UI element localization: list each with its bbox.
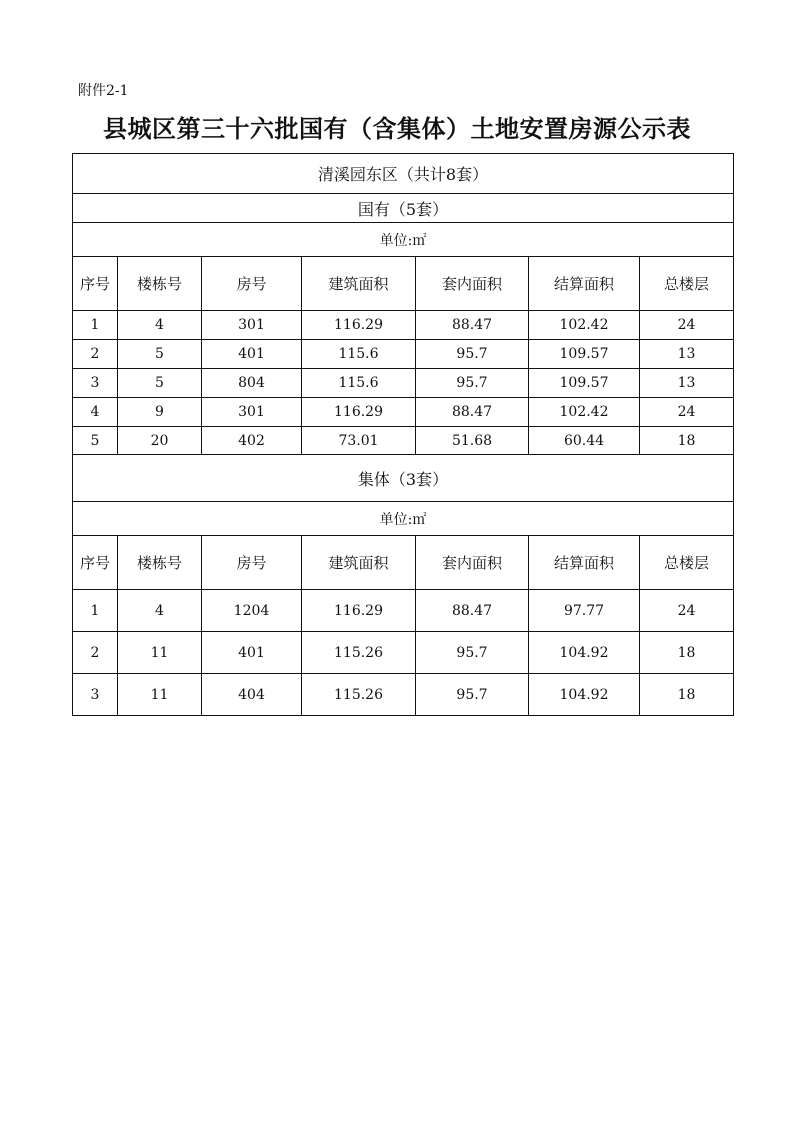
table-row: [73, 369, 734, 398]
table-cell: 95.7: [416, 632, 529, 674]
attachment-label: 附件2-1: [78, 83, 129, 99]
table-cell: 73.01: [302, 427, 416, 455]
column-header: 结算面积: [529, 536, 640, 590]
column-header: 总楼层: [640, 257, 734, 311]
table-cell: 4: [118, 311, 202, 340]
table-cell: 104.92: [529, 674, 640, 716]
table-row: [73, 632, 734, 674]
table-cell: 88.47: [416, 311, 529, 340]
table-cell: 20: [118, 427, 202, 455]
column-header: 建筑面积: [302, 536, 416, 590]
table-cell: 3: [73, 369, 118, 398]
table-cell: 1: [73, 311, 118, 340]
unit-label: 单位:㎡: [73, 502, 734, 536]
column-header-row: [73, 536, 734, 590]
housing-table: [72, 153, 734, 716]
unit-row: [73, 223, 734, 257]
table-cell: 5: [118, 369, 202, 398]
table-cell: 2: [73, 632, 118, 674]
table-cell: 24: [640, 590, 734, 632]
column-header: 房号: [202, 536, 302, 590]
table-cell: 301: [202, 311, 302, 340]
area-header: 清溪园东区（共计8套）: [73, 154, 734, 194]
area-header-row: [73, 154, 734, 194]
table-cell: 95.7: [416, 674, 529, 716]
column-header: 楼栋号: [118, 536, 202, 590]
table-row: [73, 340, 734, 369]
table-row: [73, 590, 734, 632]
table-cell: 88.47: [416, 590, 529, 632]
table-cell: 102.42: [529, 311, 640, 340]
table-cell: 95.7: [416, 369, 529, 398]
table-cell: 97.77: [529, 590, 640, 632]
column-header: 序号: [73, 257, 118, 311]
unit-row: [73, 502, 734, 536]
table-cell: 4: [118, 590, 202, 632]
table-row: [73, 398, 734, 427]
table-row: [73, 674, 734, 716]
table-cell: 24: [640, 311, 734, 340]
table-cell: 116.29: [302, 311, 416, 340]
table-cell: 11: [118, 674, 202, 716]
column-header: 序号: [73, 536, 118, 590]
column-header: 总楼层: [640, 536, 734, 590]
table-cell: 51.68: [416, 427, 529, 455]
table-row: [73, 311, 734, 340]
table-cell: 804: [202, 369, 302, 398]
column-header: 套内面积: [416, 536, 529, 590]
table-cell: 13: [640, 369, 734, 398]
column-header: 结算面积: [529, 257, 640, 311]
table-cell: 9: [118, 398, 202, 427]
table-cell: 1204: [202, 590, 302, 632]
column-header-row: [73, 257, 734, 311]
column-header: 建筑面积: [302, 257, 416, 311]
table-cell: 13: [640, 340, 734, 369]
table-cell: 2: [73, 340, 118, 369]
table-cell: 109.57: [529, 369, 640, 398]
section-heading: 国有（5套）: [73, 194, 734, 223]
table-cell: 5: [118, 340, 202, 369]
table-cell: 401: [202, 340, 302, 369]
table-cell: 18: [640, 632, 734, 674]
column-header: 楼栋号: [118, 257, 202, 311]
table-cell: 5: [73, 427, 118, 455]
section-header-row: [73, 455, 734, 502]
table-cell: 18: [640, 674, 734, 716]
table-cell: 116.29: [302, 398, 416, 427]
table-cell: 3: [73, 674, 118, 716]
section-header-row: [73, 194, 734, 223]
table-cell: 404: [202, 674, 302, 716]
table-cell: 60.44: [529, 427, 640, 455]
table-cell: 95.7: [416, 340, 529, 369]
document-title: 县城区第三十六批国有（含集体）土地安置房源公示表: [103, 114, 691, 143]
column-header: 房号: [202, 257, 302, 311]
table-cell: 18: [640, 427, 734, 455]
column-header: 套内面积: [416, 257, 529, 311]
table-cell: 401: [202, 632, 302, 674]
table-cell: 402: [202, 427, 302, 455]
table-cell: 115.26: [302, 632, 416, 674]
table-cell: 88.47: [416, 398, 529, 427]
table-cell: 102.42: [529, 398, 640, 427]
table-cell: 11: [118, 632, 202, 674]
unit-label: 单位:㎡: [73, 223, 734, 257]
table-cell: 115.26: [302, 674, 416, 716]
table-cell: 115.6: [302, 369, 416, 398]
table-cell: 115.6: [302, 340, 416, 369]
section-heading: 集体（3套）: [73, 455, 734, 502]
table-cell: 4: [73, 398, 118, 427]
table-cell: 24: [640, 398, 734, 427]
table-cell: 116.29: [302, 590, 416, 632]
table-cell: 104.92: [529, 632, 640, 674]
table-cell: 109.57: [529, 340, 640, 369]
table-row: [73, 427, 734, 455]
table-cell: 301: [202, 398, 302, 427]
table-cell: 1: [73, 590, 118, 632]
